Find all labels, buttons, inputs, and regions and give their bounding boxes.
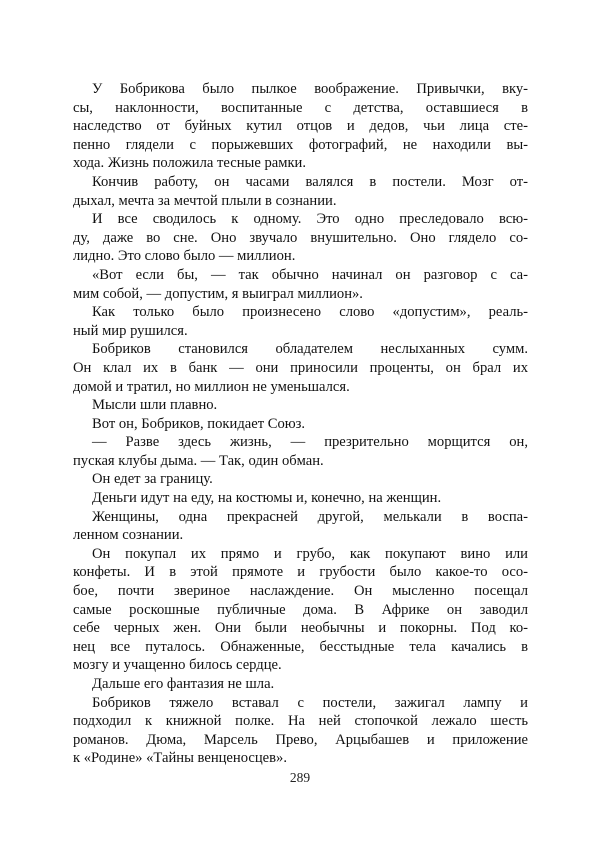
text-line: романов. Дюма, Марсель Прево, Арцыбашев и приложение	[73, 731, 528, 748]
text-line: У Бобрикова было пылкое воображение. Привычки, вку-	[92, 81, 528, 97]
text-line: мозгу и учащенно билось сердце.	[73, 657, 282, 674]
text-line: И все сводилось к одному. Это одно преследовало всю-	[92, 211, 528, 228]
text-line: хода. Жизнь положила тесные рамки.	[73, 155, 307, 172]
text-line: сы, наклонности, воспитанные с детства, оставшиеся в	[73, 99, 528, 116]
text-line: дыхал, мечта за мечтой плыли в сознании.	[73, 192, 337, 209]
text-line: Как только было произнесено слово «допустим», реаль-	[92, 304, 528, 321]
text-line: Бобриков становился обладателем неслыханных сумм.	[92, 341, 528, 358]
text-line: — Разве здесь жизнь, — презрительно морщится он,	[92, 434, 528, 451]
text-line: Он покупал их прямо и грубо, как покупают вино или	[92, 545, 528, 562]
text-line: Мысли шли плавно.	[92, 397, 218, 414]
text-line: подходил к книжной полке. На ней стопочкой лежало шесть	[73, 713, 528, 730]
text-line: лидно. Это слово было — миллион.	[73, 248, 296, 265]
text-line: Вот он, Бобриков, покидает Союз.	[92, 415, 306, 432]
text-line: ный мир рушился.	[73, 322, 188, 339]
text-line: конфеты. И в этой прямоте и грубости было какое-то осо-	[73, 564, 528, 581]
text-line: ленном сознании.	[73, 527, 184, 544]
text-line: Он едет за границу.	[92, 471, 213, 488]
text-line: Женщины, одна прекрасней другой, мелькали в воспа-	[92, 508, 528, 525]
text-line: наследство от буйных кутил отцов и дедов, чьи лица сте-	[73, 118, 528, 135]
text-line: домой и тратил, но миллион не уменьшался.	[73, 378, 350, 395]
text-line: себе черных жен. Они были необычны и покорны. Под ко-	[73, 620, 528, 637]
text-line: Дальше его фантазия не шла.	[92, 676, 275, 692]
text-line: самые роскошные публичные дома. В Африке он заводил	[73, 601, 528, 618]
text-line: ду, даже во сне. Оно звучало внушительно. Оно глядело со-	[73, 229, 528, 246]
text-line: Деньги идут на еду, на костюмы и, конечно, на женщин.	[92, 490, 442, 507]
text-line: Кончив работу, он часами валялся в постели. Мозг от-	[92, 173, 528, 190]
text-line: «Вот если бы, — так обычно начинал он разговор с са-	[92, 266, 528, 283]
text-line: нец все путалось. Обнаженные, бесстыдные тела качались в	[73, 638, 528, 655]
page-body-text	[73, 80, 528, 768]
text-line: к «Родине» «Тайны венценосцев».	[73, 750, 287, 767]
text-line: пуская клубы дыма. — Так, один обман.	[73, 452, 324, 469]
text-line: мим собой, — допустим, я выиграл миллион».	[73, 285, 363, 302]
text-line: бое, почти звериное наслаждение. Он мысленно посещал	[73, 583, 528, 600]
text-line: Он клал их в банк — они приносили проценты, он брал их	[73, 359, 528, 376]
text-line: пенно глядели с порыжевших фотографий, не находили вы-	[73, 136, 528, 153]
text-line: Бобриков тяжело вставал с постели, зажигал лампу и	[92, 694, 528, 711]
page-number: 289	[289, 770, 311, 785]
